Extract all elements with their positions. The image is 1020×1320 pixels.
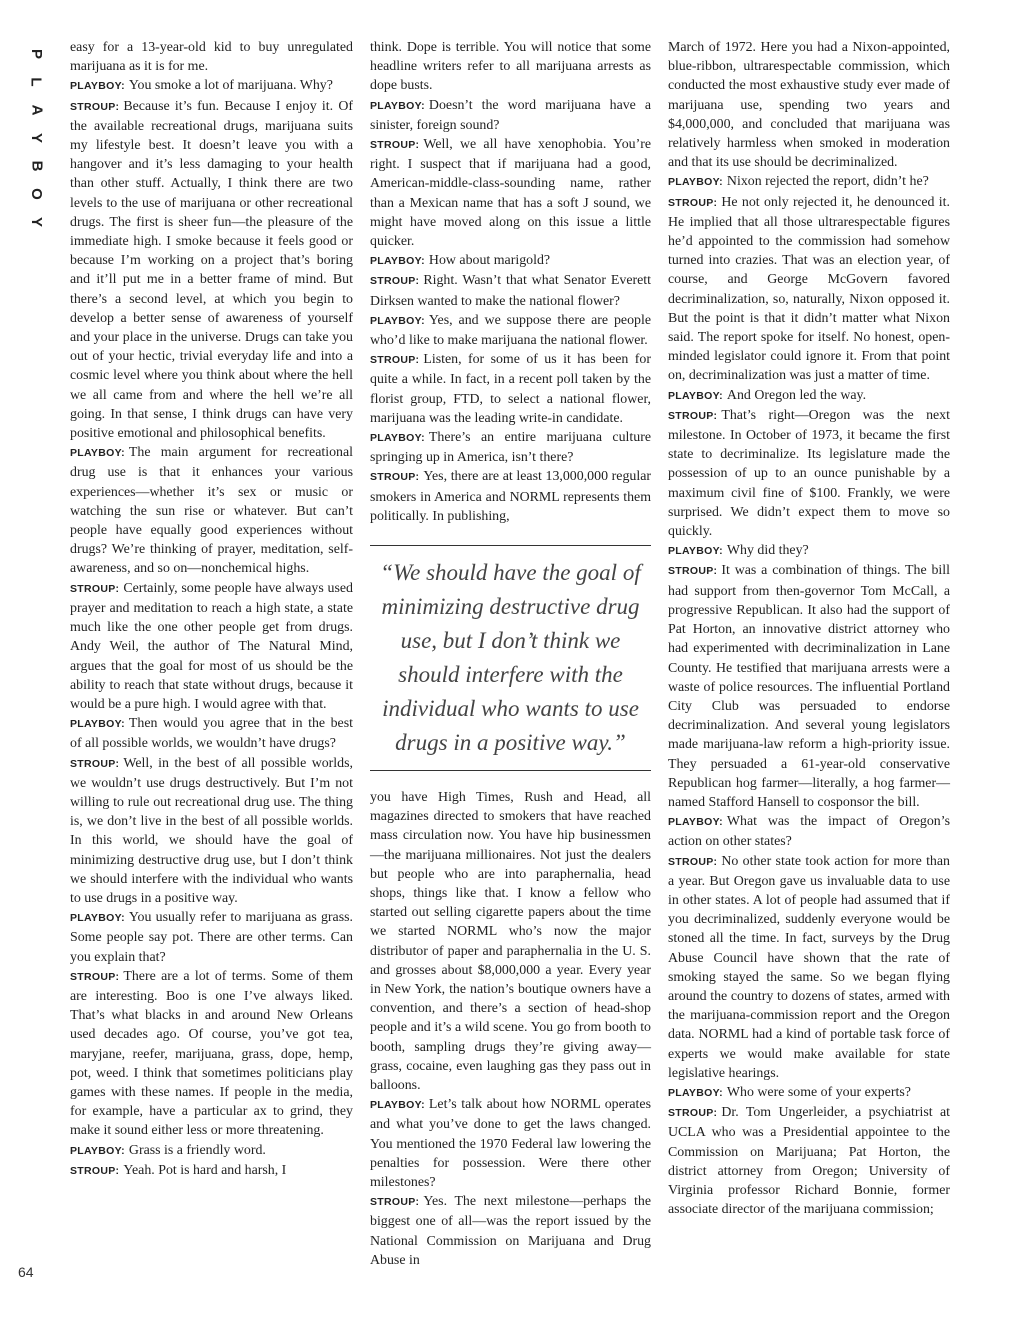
interview-paragraph bbox=[668, 193, 950, 386]
speaker-label: PLAYBOY: bbox=[70, 912, 125, 925]
paragraph-text: easy for a 13-year-old kid to buy unregulated marijuana as it is for me. bbox=[70, 40, 353, 75]
speaker-label: PLAYBOY: bbox=[668, 545, 723, 558]
sidebar-letter: P bbox=[27, 48, 45, 60]
paragraph-text: Well, we all have xenophobia. You’re right. I suspect that if marijuana had a good, American-middle-class-sounding name, rather than a Mexican name that has a soft J sound, we might have moved along on this issue a little quicker. bbox=[370, 137, 651, 250]
interview-paragraph bbox=[370, 96, 651, 135]
speaker-label: PLAYBOY: bbox=[370, 255, 425, 268]
interview-paragraph bbox=[370, 38, 651, 96]
paragraph-text: Doesn’t the word marijuana have a sinister, foreign sound? bbox=[370, 97, 651, 133]
paragraph-text: What was the impact of Oregon’s action on other states? bbox=[668, 814, 950, 850]
speaker-label: STROUP: bbox=[70, 757, 120, 770]
paragraph-text: It was a combination of things. The bill had support from then-governor Tom McCall, a progressive Republican. It also had the support of Pat Horton, an innovative district attorney who had experimented with decriminalization in Lane County. He testified that marijuana arrests were a waste of police resources. The influential Portland City Club was persuaded to endorse decriminalization. And several young legislators made marijuana-law reform a high-priority issue. They persuaded a 61-year-old conservative Republican hog farmer—literally, a hog farmer—named Stafford Hansell to cosponsor the bill. bbox=[668, 563, 950, 810]
interview-paragraph bbox=[668, 172, 950, 192]
interview-paragraph bbox=[70, 443, 353, 578]
interview-paragraph bbox=[668, 852, 950, 1083]
paragraph-text: Yes, and we suppose there are people who’d like to make marijuana the national flower. bbox=[370, 312, 651, 349]
paragraph-text: There’s an entire marijuana culture springing up in America, isn’t there? bbox=[370, 430, 651, 466]
speaker-label: PLAYBOY: bbox=[70, 447, 125, 460]
paragraph-text: Yes. The next milestone—perhaps the biggest one of all—was the report issued by the National Commission on Marijuana and Drug Abuse in bbox=[370, 1194, 651, 1268]
interview-paragraph bbox=[668, 386, 950, 406]
paragraph-text: Well, in the best of all possible worlds, we wouldn’t use drugs destructively. But I’m not willing to rule out recreational drug use. The thing is, we don’t live in the best of all possible worlds. In this world, we should have the goal of minimizing destructive drug use, but I don’t think we should interfere with the individual who wants to use drugs in a positive way. bbox=[70, 755, 353, 906]
interview-paragraph bbox=[70, 579, 353, 714]
paragraph-text: How about marigold? bbox=[428, 253, 551, 269]
paragraph-text: Then would you agree that in the best of all possible worlds, we wouldn’t have drugs? bbox=[70, 716, 353, 752]
article-column-2-top bbox=[370, 38, 651, 526]
paragraph-text: you have High Times, Rush and Head, all magazines directed to smokers that have reached mass circulation now. You have hip businessmen—the marijuana millionaires. Not just the dealers but people who are into paraphernalia, head shops, things like that. I know a fellow who started out selling cigarette papers about the time we started NORML who’s now the major distributor of paper and paraphernalia in the U. S. and grosses about $8,000,000 a year. Every year in New York, the nation’s boutique owners have a convention, and there’s a section of head-shop people and it’s a wild scene. You go from booth to booth, sampling drugs they’re giving away—grass, cocaine, even laughing gas they pass out in balloons. bbox=[370, 790, 651, 1094]
interview-paragraph bbox=[668, 541, 950, 561]
interview-paragraph bbox=[668, 406, 950, 541]
speaker-label: PLAYBOY: bbox=[370, 314, 425, 327]
interview-paragraph bbox=[370, 788, 651, 1095]
pull-quote-text: “We should have the goal of minimizing destructive drug use, but I don’t think we should interfere with the individual who wants to use drugs in a positive way.” bbox=[380, 560, 641, 755]
paragraph-text: Listen, for some of us it has been for quite a while. In fact, in a recent poll taken by the florist group, FTD, to select a national flower, marijuana was the leading write-in candidate. bbox=[370, 352, 651, 426]
speaker-label: PLAYBOY: bbox=[668, 389, 723, 402]
speaker-label: PLAYBOY: bbox=[370, 1099, 425, 1112]
interview-paragraph bbox=[70, 97, 353, 444]
paragraph-text: Who were some of your experts? bbox=[726, 1084, 911, 1100]
article-column-1 bbox=[70, 38, 353, 1181]
interview-paragraph bbox=[70, 714, 353, 753]
speaker-label: STROUP: bbox=[70, 100, 120, 113]
interview-paragraph bbox=[370, 467, 651, 526]
paragraph-text: You smoke a lot of marijuana. Why? bbox=[128, 78, 333, 94]
interview-paragraph bbox=[70, 38, 353, 76]
sidebar-letter: L bbox=[27, 77, 45, 87]
sidebar-letter: A bbox=[28, 104, 45, 116]
paragraph-text: Right. Wasn’t that what Senator Everett Dirksen wanted to make the national flower? bbox=[370, 273, 651, 309]
paragraph-text: You usually refer to marijuana as grass. Some people say pot. There are other terms. Can you explain that? bbox=[70, 910, 353, 965]
article-column-3 bbox=[668, 38, 950, 1219]
speaker-label: STROUP: bbox=[668, 855, 718, 868]
speaker-label: STROUP: bbox=[370, 354, 420, 367]
speaker-label: STROUP: bbox=[370, 139, 420, 152]
sidebar-letter: O bbox=[27, 188, 45, 200]
speaker-label: PLAYBOY: bbox=[370, 432, 425, 445]
speaker-label: PLAYBOY: bbox=[70, 80, 125, 93]
interview-paragraph bbox=[370, 135, 651, 251]
paragraph-text: He not only rejected it, he denounced it. He implied that all those ultrarespectable figures he’d appointed to the commission had somehow turned into crazies. That was an election year, of course, and George McGovern favored decriminalization, so, naturally, Nixon opposed it. But the point is that it didn’t matter what Nixon said. The report spoke for itself. No honest, open-minded legislator could ignore it. From that point on, decriminalization was just a matter of time. bbox=[668, 194, 950, 384]
interview-paragraph bbox=[668, 812, 950, 851]
speaker-label: PLAYBOY: bbox=[668, 176, 723, 189]
paragraph-text: Grass is a friendly word. bbox=[128, 1142, 266, 1158]
interview-paragraph bbox=[70, 1161, 353, 1181]
speaker-label: STROUP: bbox=[668, 1107, 718, 1120]
paragraph-text: There are a lot of terms. Some of them are interesting. Boo is one I’ve always liked. That’s what blacks in and around New Orleans used decades ago. Of course, you’ve got tea, maryjane, reefer, marijuana, grass, dope, hemp, pot, weed. I think that sometimes politicians play games with these names. If people in the media, for example, have a particular ax to grind, they make it sound either less or more threatening. bbox=[70, 968, 353, 1139]
interview-paragraph bbox=[70, 967, 353, 1141]
speaker-label: STROUP: bbox=[668, 565, 718, 578]
paragraph-text: think. Dope is terrible. You will notice that some headline writers refer to all marijuana arrests as dope busts. bbox=[370, 40, 651, 94]
interview-paragraph bbox=[370, 1192, 651, 1270]
speaker-label: STROUP: bbox=[668, 409, 718, 422]
speaker-label: PLAYBOY: bbox=[668, 1086, 723, 1099]
speaker-label: STROUP: bbox=[70, 970, 120, 983]
article-column-2-bottom bbox=[370, 788, 651, 1270]
interview-paragraph bbox=[70, 1141, 353, 1161]
paragraph-text: That’s right—Oregon was the next milestone. In October of 1973, it became the first state to decriminalize. Its legislature made the possession of up to an ounce punishable by a maximum civil fine of $100. Frankly, we were surprised. We didn’t expect them to move so quickly. bbox=[668, 407, 950, 540]
interview-paragraph bbox=[370, 428, 651, 467]
speaker-label: STROUP: bbox=[70, 582, 120, 595]
interview-paragraph bbox=[370, 311, 651, 350]
paragraph-text: Let’s talk about how NORML operates and what you’ve done to get the laws changed. You mentioned the 1970 Federal law lowering the penalties for possession. Were there other milestones? bbox=[370, 1097, 651, 1191]
paragraph-text: Why did they? bbox=[726, 543, 809, 559]
speaker-label: STROUP: bbox=[370, 275, 420, 288]
speaker-label: PLAYBOY: bbox=[70, 718, 125, 731]
speaker-label: STROUP: bbox=[70, 1164, 120, 1177]
interview-paragraph bbox=[370, 1095, 651, 1192]
speaker-label: STROUP: bbox=[370, 471, 420, 484]
paragraph-text: Yeah. Pot is hard and harsh, I bbox=[123, 1162, 287, 1178]
interview-paragraph bbox=[70, 754, 353, 909]
interview-paragraph bbox=[370, 350, 651, 428]
sidebar-letter: B bbox=[28, 160, 45, 172]
magazine-sidebar-title bbox=[22, 40, 50, 236]
speaker-label: PLAYBOY: bbox=[668, 816, 723, 829]
interview-paragraph bbox=[370, 271, 651, 310]
interview-paragraph bbox=[668, 1083, 950, 1103]
paragraph-text: No other state took action for more than a year. But Oregon gave us invaluable data to use in other states. A lot of people had assumed that if you decriminalized, suddenly everyone would be stoned all the time. In fact, surveys by the Drug Abuse Council have shown that the rate of smoking stayed the same. So we began flying around the country to dozens of states, armed with the marijuana-commission report and the Oregon data. NORML had a kind of portable task force of experts we would make available for state legislative hearings. bbox=[668, 853, 950, 1081]
speaker-label: STROUP: bbox=[370, 1196, 420, 1209]
interview-paragraph bbox=[70, 76, 353, 96]
paragraph-text: Certainly, some people have always used prayer and meditation to reach a high state, a state much like the one other people get from drugs. Andy Weil, the author of The Natural Mind, argues that the goal for most of us should be the ability to reach that state without drugs, because it would be a pure high. I would agree with that. bbox=[70, 580, 353, 712]
paragraph-text: Yes, there are at least 13,000,000 regular smokers in America and NORML represents them politically. In publishing, bbox=[370, 469, 651, 524]
interview-paragraph bbox=[668, 1103, 950, 1219]
paragraph-text: Dr. Tom Ungerleider, a psychiatrist at UCLA who was a Presidential appointee to the Commission on Marijuana; Pat Horton, the district attorney from Oregon; University of Virginia professor Richard Bonnie, former associate director of the marijuana commission; bbox=[668, 1105, 950, 1218]
page-number: 64 bbox=[18, 1264, 34, 1280]
interview-paragraph bbox=[668, 38, 950, 172]
speaker-label: PLAYBOY: bbox=[70, 1144, 125, 1157]
paragraph-text: Because it’s fun. Because I enjoy it. Of the available recreational drugs, marijuana suits my lifestyle best. It doesn’t leave you with a hangover and it’s less damaging to your health than other stuff. Actually, I think there are two levels to the use of marijuana or other recreational drugs. The first is sheer fun—the pleasure of the immediate high. I smoke because it feels good or because I’m working on a project that’s boring and it’ll put me in a better frame of mind. But there’s a second level, at which you begin to develop a better sense of awareness of yourself and your place in the universe. Drugs can take you out of your hectic, trivial everyday life and into a cosmic level where you think about where the hell we all came from and where the hell we’re all going. In that sense, I think drugs can have very positive emotional and philosophical benefits. bbox=[70, 98, 353, 442]
interview-paragraph bbox=[668, 561, 950, 812]
paragraph-text: The main argument for recreational drug use is that it enhances your various experiences—whether it’s sex or music or watching the sun rise or whatever. But can’t people have equally good experiences without drugs? We’re thinking of prayer, meditation, self-awareness, and so on—nonchemical highs. bbox=[70, 445, 353, 577]
interview-paragraph bbox=[70, 908, 353, 967]
pull-quote bbox=[370, 545, 651, 771]
speaker-label: STROUP: bbox=[668, 196, 718, 209]
sidebar-letter: Y bbox=[27, 216, 45, 228]
sidebar-letter: Y bbox=[27, 132, 45, 144]
paragraph-text: March of 1972. Here you had a Nixon-appointed, blue-ribbon, ultrarespectable commission, which conducted the most exhaustive study ever made of marijuana use, spending two years and $4,000,000, and concluded that marijuana was relatively harmless when smoked in moderation and that its use should be decriminalized. bbox=[668, 40, 950, 171]
speaker-label: PLAYBOY: bbox=[370, 99, 425, 112]
interview-paragraph bbox=[370, 251, 651, 271]
paragraph-text: And Oregon led the way. bbox=[726, 387, 867, 403]
paragraph-text: Nixon rejected the report, didn’t he? bbox=[726, 174, 929, 190]
